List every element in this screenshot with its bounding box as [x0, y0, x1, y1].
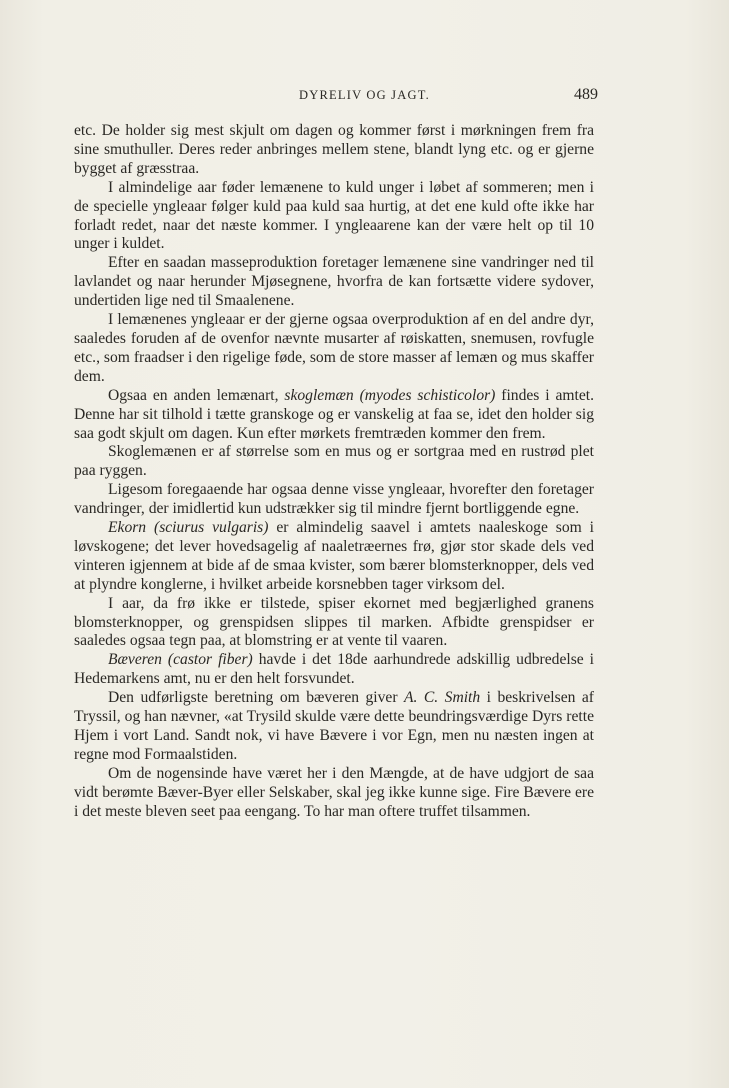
text-run: findes i amtet. Denne har sit tilhold i tætte granskoge og er vanskelig at faa se, idet den holder sig saa godt skjult om dagen. Kun efter mørkets fremtræden kommer den frem. — [74, 386, 594, 442]
italic-term: Bæveren (castor fiber) — [108, 651, 253, 669]
text-run: i beskrivelsen af Tryssil, og han nævner, «at Trysild skulde være dette beundringsværdige Dyrs rette Hjem i vort Land. Sandt nok, vi have Bævere i vor Egn, men nu næsten ingen at regne mod Formaalstiden. — [74, 689, 594, 763]
text-run: Ligesom foregaaende har ogsaa denne visse yngleaar, hvorefter den foretager vandringer, der imidlertid kun udstrækker sig til mindre fjernt bortliggende egne. — [74, 481, 594, 518]
paragraph — [74, 689, 594, 765]
italic-term: A. C. Smith — [404, 689, 481, 707]
text-run: er almindelig saavel i amtets naaleskoge som i løvskogene; det lever hovedsagelig af naaletræernes frø, gjør stor skade dels ved vinteren igjennem at bide af de smaa kvister, som bærer blomsterknopper, dels ved at plyndre konglerne, i hvilket arbeide korsnebben tager virksom del. — [74, 519, 594, 593]
text-run: havde i det 18de aarhundrede adskillig udbredelse i Hedemarkens amt, nu er den helt forsvundet. — [74, 651, 594, 688]
paragraph — [74, 443, 594, 481]
text-run: Om de nogensinde have været her i den Mængde, at de have udgjort de saa vidt berømte Bæver-Byer eller Selskaber, skal jeg ikke kunne sige. Fire Bævere ere i det meste bleven seet paa eengang. To har man oftere truffet tilsammen. — [74, 764, 594, 820]
text-run: Den udførligste beretning om bæveren giver — [108, 689, 405, 707]
paragraph — [74, 651, 594, 689]
paragraph — [74, 481, 594, 519]
italic-term: Ekorn (sciurus vulgaris) — [108, 519, 269, 537]
text-run: Skoglemænen er af størrelse som en mus og er sortgraa med en rustrød plet paa ryggen. — [74, 443, 594, 480]
paragraph — [74, 387, 594, 444]
text-run: etc. De holder sig mest skjult om dagen og kommer først i mørkningen frem fra sine smuthuller. Deres reder anbringes mellem stene, blandt lyng etc. og er gjerne bygget af græsstraa. — [74, 122, 594, 177]
page-number: 489 — [574, 86, 598, 103]
paragraph — [74, 122, 594, 179]
paragraph — [74, 595, 594, 652]
paragraph — [74, 311, 594, 387]
body-text — [74, 122, 594, 822]
running-title: DYRELIV OG JAGT. — [299, 88, 430, 102]
text-run: Efter en saadan masseproduktion foretager lemænene sine vandringer ned til lavlandet og naar herunder Mjøsegnene, hvorfra de kan fortsætte videre sydover, undertiden lige ned til Smaalenene. — [74, 254, 594, 310]
running-header — [0, 86, 729, 108]
text-run: Ogsaa en anden lemænart, — [108, 386, 285, 404]
text-run: I aar, da frø ikke er tilstede, spiser ekornet med begjærlighed granens blomsterknopper, og grenspidsen slippes til marken. Afbidte grenspidser er saaledes ogsaa tegn paa, at blomstring er at vente til vaaren. — [74, 594, 594, 650]
text-run: I almindelige aar føder lemænene to kuld unger i løbet af sommeren; men i de specielle yngleaar følger kuld paa kuld saa hurtig, at det ene kuld ofte ikke har forladt redet, naar det næste kommer. I yngleaarene kan der være helt op til 10 unger i kuldet. — [74, 178, 594, 253]
paragraph — [74, 179, 594, 255]
text-run: I lemænenes yngleaar er der gjerne ogsaa overproduktion af en del andre dyr, saaledes foruden af de ovenfor nævnte musarter af røiskatten, snemusen, rovfugle etc., som fraadser i den rigelige føde, som de store masser af lemæn og mus skaffer dem. — [74, 311, 594, 385]
paragraph — [74, 765, 594, 822]
italic-term: skoglemæn (myodes schisticolor) — [284, 386, 496, 404]
paragraph — [74, 254, 594, 311]
paragraph — [74, 519, 594, 595]
